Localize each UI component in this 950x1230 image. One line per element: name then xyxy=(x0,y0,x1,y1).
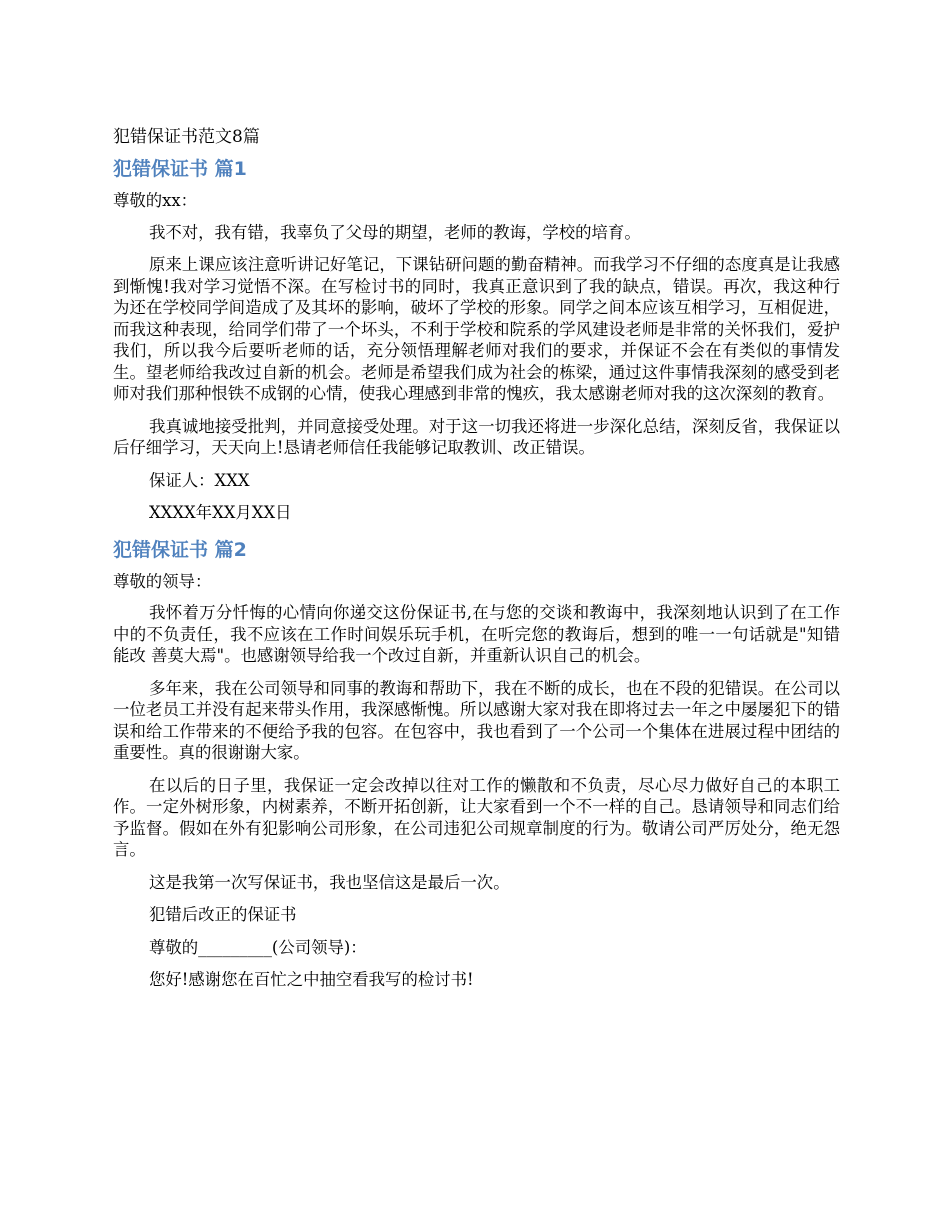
section-2-paragraph-2: 多年来，我在公司领导和同事的教诲和帮助下，我在不断的成长，也在不段的犯错误。在公司以一位老员工并没有起来带头作用，我深感惭愧。所以感谢大家对我在即将过去一年之中屡屡犯下的错误和给工作带来的不便给予我的包容。在包容中，我也看到了一个公司一个集体在进展过程中团结的重要性。真的很谢谢大家。 xyxy=(113,678,840,762)
section-2-paragraph-6: 尊敬的_________(公司领导)： xyxy=(149,937,367,957)
section-1-paragraph-3: 我真诚地接受批判，并同意接受处理。对于这一切我还将进一步深化总结，深刻反省，我保证以后仔细学习，天天向上!恳请老师信任我能够记取教训、改正错误。 xyxy=(113,416,840,457)
section-2-paragraph-4: 这是我第一次写保证书，我也坚信这是最后一次。 xyxy=(149,872,510,892)
section-2-salutation: 尊敬的领导： xyxy=(113,571,212,591)
section-2-paragraph-3: 在以后的日子里，我保证一定会改掉以往对工作的懒散和不负责，尽心尽力做好自己的本职工作。一定外树形象，内树素养，不断开拓创新，让大家看到一个不一样的自己。恳请领导和同志们给予监督。假如在外有犯影响公司形象，在公司违犯公司规章制度的行为。敬请公司严厉处分，绝无怨言。 xyxy=(113,775,840,859)
document-page xyxy=(113,124,840,1002)
section-1-date: XXXX年XX月XX日 xyxy=(149,503,292,522)
section-2-heading: 犯错保证书 篇2 xyxy=(113,538,247,561)
section-1-signature: 保证人：XXX xyxy=(149,470,250,490)
section-2-paragraph-1: 我怀着万分忏悔的心情向你递交这份保证书,在与您的交谈和教诲中，我深刻地认识到了在工作中的不负责任，我不应该在工作时间娱乐玩手机，在听完您的教诲后，想到的唯一一句话就是"知错能改 善莫大焉"。也感谢领导给我一个改过自新，并重新认识自己的机会。 xyxy=(113,603,840,665)
document-title: 犯错保证书范文8篇 xyxy=(113,127,260,147)
section-1-heading: 犯错保证书 篇1 xyxy=(113,158,247,180)
section-1-salutation: 尊敬的xx： xyxy=(113,191,198,210)
section-2-paragraph-5: 犯错后改正的保证书 xyxy=(149,905,297,924)
section-2-paragraph-7: 您好!感谢您在百忙之中抽空看我写的检讨书! xyxy=(149,970,474,989)
section-1-paragraph-2: 原来上课应该注意听讲记好笔记，下课钻研问题的勤奋精神。而我学习不仔细的态度真是让我感到惭愧!我对学习觉悟不深。在写检讨书的同时，我真正意识到了我的缺点，错误。再次，我这种行为还在学校同学间造成了及其坏的影响，破坏了学校的形象。同学之间本应该互相学习，互相促进，而我这种表现，给同学们带了一个坏头，不利于学校和院系的学风建设老师是非常的关怀我们，爱护我们，所以我今后要听老师的话，充分领悟理解老师对我们的要求，并保证不会在有类似的事情发生。望老师给我改过自新的机会。老师是希望我们成为社会的栋梁，通过这件事情我深刻的感受到老师对我们那种恨铁不成钢的心情，使我心理感到非常的愧疚，我太感谢老师对我的这次深刻的教育。 xyxy=(113,255,840,403)
section-1-paragraph-1: 我不对，我有错，我辜负了父母的期望，老师的教诲，学校的培育。 xyxy=(149,222,641,242)
